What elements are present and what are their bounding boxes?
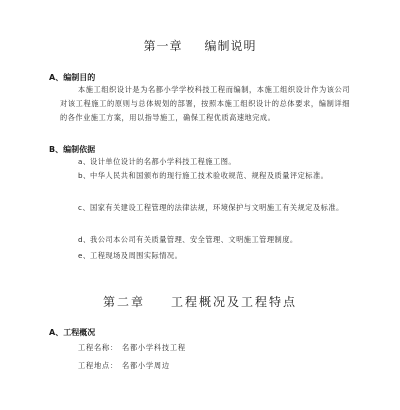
basis-item-e: [78, 249, 350, 263]
basis-marker: b、: [78, 171, 91, 180]
basis-text: 中华人民共和国颁布的现行施工技术验收规范、规程及质量评定标准。: [90, 171, 329, 180]
basis-marker: e、: [78, 251, 91, 260]
overview-row-name: [78, 343, 186, 353]
section-overview-heading: A、工程概况: [49, 328, 96, 337]
chapter-2-title: 工程概况及工程特点: [171, 295, 298, 309]
overview-value: 名都小学科技工程: [121, 343, 186, 352]
basis-item-a: [78, 155, 348, 169]
overview-label: 工程名称：: [78, 343, 118, 352]
intro-paragraph: 本施工组织设计是为名都小学学校科技工程而编制，本施工组织设计作为该公司对该工程施工的原则与总体规划的部署，按照本施工组织设计的总体要求，编制详细的各作业施工方案，用以指导施工，确保工程优质高速地完成。: [60, 85, 350, 122]
chapter-1-title: 编制说明: [204, 39, 257, 53]
basis-item-c: [78, 201, 350, 215]
basis-marker: a、: [78, 157, 91, 166]
basis-text: 设计单位设计的名都小学科技工程施工图。: [90, 157, 237, 166]
chapter-2-heading: [0, 293, 400, 310]
chapter-1-number: 第一章: [143, 39, 183, 53]
chapter-1-heading: [0, 37, 400, 54]
chapter-2-number: 第二章: [102, 295, 145, 309]
basis-marker: d、: [78, 235, 91, 244]
basis-text: 工程现场及周围实际情况。: [90, 251, 183, 260]
section-purpose-heading: A、编制目的: [49, 73, 96, 82]
overview-row-location: [78, 361, 170, 371]
basis-text: 国家有关建设工程管理的法律法规，环境保护与文明施工有关规定及标准。: [90, 203, 344, 212]
overview-label: 工程地点：: [78, 361, 118, 370]
section-basis-heading: B、编制依据: [49, 145, 96, 154]
overview-value: 名都小学周边: [121, 361, 170, 370]
basis-item-d: [78, 233, 350, 247]
basis-item-b: [78, 169, 350, 183]
basis-text: 我公司本公司有关质量管理、安全管理、文明施工管理制度。: [90, 235, 298, 244]
basis-marker: c、: [78, 203, 91, 212]
